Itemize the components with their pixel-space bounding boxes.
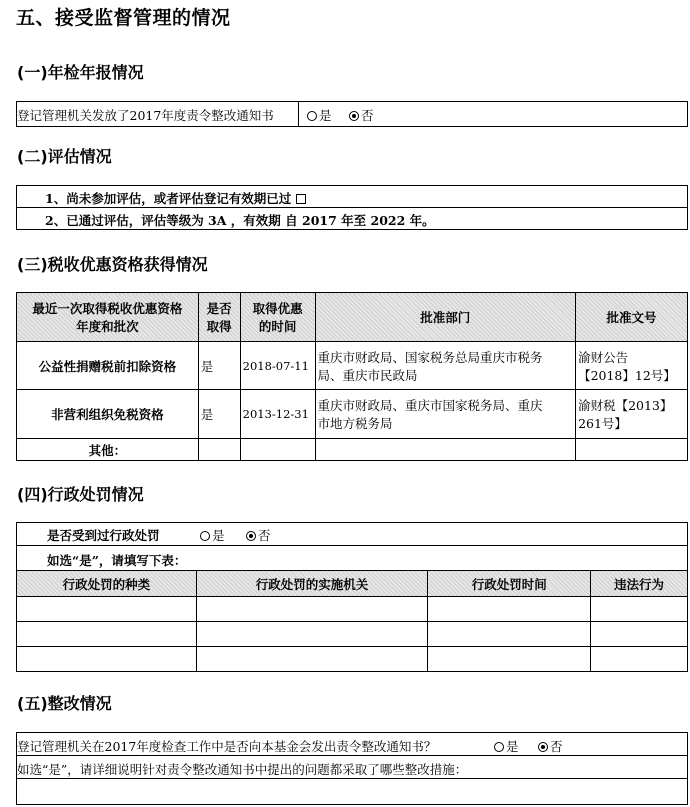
empty-cell[interactable] — [591, 597, 688, 622]
penalty-question: 是否受到过行政处罚 — [47, 528, 160, 543]
tax-name-cell: 非营利组织免税资格 — [17, 390, 199, 439]
no-label: 否 — [550, 739, 563, 754]
empty-cell[interactable] — [428, 647, 591, 672]
rectification-question: 登记管理机关在2017年度检查工作中是否向本基金会发出责令整改通知书？ — [17, 739, 437, 754]
table-row — [17, 647, 688, 672]
tax-col-date-header-l1: 取得优惠 — [252, 301, 303, 316]
annual-inspection-no-option[interactable] — [349, 106, 374, 124]
rectification-question-row — [16, 732, 688, 756]
rectification-answer-field[interactable] — [16, 778, 688, 805]
tax-name-cell: 公益性捐赠税前扣除资格 — [17, 342, 199, 390]
annual-inspection-question: 登记管理机关发放了2017年度责令整改通知书 — [17, 108, 274, 123]
tax-col-name-header-l2: 年度和批次 — [76, 319, 139, 334]
tax-got-cell: 是 — [198, 390, 240, 439]
tax-dept-cell — [315, 342, 576, 390]
yes-label: 是 — [212, 528, 225, 543]
no-label: 否 — [361, 108, 374, 123]
empty-cell[interactable] — [428, 597, 591, 622]
table-row — [17, 597, 688, 622]
empty-cell[interactable] — [196, 622, 428, 647]
table-row-other — [17, 439, 688, 461]
section-tax-heading: (三)税收优惠资格获得情况 — [17, 255, 208, 274]
radio-checked-icon[interactable] — [538, 742, 548, 752]
evaluation-line-2: 2、已通过评估，评估等级为 3A ，有效期 自 2017 年至 2022 年。 — [45, 213, 435, 228]
tax-dept-line-2: 局、重庆市民政局 — [317, 367, 418, 383]
evaluation-line-1 — [45, 189, 306, 207]
tax-doc-line-1: 渝财税【2013】 — [578, 398, 673, 413]
radio-icon[interactable] — [200, 531, 210, 541]
section-annual-inspection-heading: (一)年检年报情况 — [17, 63, 144, 82]
yes-label: 是 — [506, 739, 519, 754]
radio-checked-icon[interactable] — [246, 531, 256, 541]
penalty-yes-option[interactable] — [200, 526, 225, 544]
tax-col-name-header-l1: 最近一次取得税收优惠资格 — [32, 301, 183, 316]
table-row — [17, 342, 688, 390]
yes-label: 是 — [319, 108, 332, 123]
radio-icon[interactable] — [307, 111, 317, 121]
empty-cell[interactable] — [17, 647, 197, 672]
tax-dept-line-1: 重庆市财政局、国家税务总局重庆市税务 — [317, 349, 543, 365]
tax-col-dept-header: 批准部门 — [315, 293, 576, 342]
penalty-question-row — [16, 522, 688, 546]
penalty-col-agency: 行政处罚的实施机关 — [196, 571, 428, 597]
tax-col-doc-header: 批准文号 — [576, 293, 688, 342]
empty-cell[interactable] — [591, 622, 688, 647]
penalty-col-type: 行政处罚的种类 — [17, 571, 197, 597]
empty-cell[interactable] — [17, 622, 197, 647]
rectification-no-option[interactable] — [538, 737, 563, 755]
penalty-col-violation: 违法行为 — [591, 571, 688, 597]
divider — [298, 102, 299, 126]
empty-cell[interactable] — [240, 439, 315, 461]
tax-col-got-header — [198, 293, 240, 342]
tax-col-got-header-l1: 是否 — [206, 301, 232, 316]
tax-dept-line-2: 市地方税务局 — [317, 416, 393, 431]
section-penalty-heading: (四)行政处罚情况 — [17, 485, 144, 504]
tax-col-date-header — [240, 293, 315, 342]
tax-col-date-header-l2: 的时间 — [258, 319, 297, 334]
table-row — [17, 390, 688, 439]
penalty-col-time: 行政处罚时间 — [428, 571, 591, 597]
tax-col-got-header-l2: 取得 — [206, 319, 232, 334]
empty-cell[interactable] — [196, 647, 428, 672]
rectification-detail: 如选“是”，请详细说明针对责令整改通知书中提出的问题都采取了哪些整改措施： — [17, 762, 468, 777]
rectification-detail-row — [16, 755, 688, 779]
tax-dept-cell — [315, 390, 576, 439]
tax-other-label: 其他： — [17, 439, 199, 461]
empty-cell[interactable] — [591, 647, 688, 672]
checkbox-icon[interactable] — [296, 194, 306, 204]
table-row — [17, 622, 688, 647]
radio-checked-icon[interactable] — [349, 111, 359, 121]
evaluation-row-2 — [16, 207, 688, 230]
tax-doc-line-2: 【2018】12号】 — [578, 367, 676, 383]
tax-doc-cell — [576, 390, 688, 439]
section-rectification-heading: (五)整改情况 — [17, 694, 112, 713]
evaluation-row-1 — [16, 185, 688, 208]
radio-icon[interactable] — [494, 742, 504, 752]
penalty-note-row — [16, 545, 688, 571]
evaluation-line-1-text: 1、尚未参加评估，或者评估登记有效期已过 — [45, 191, 292, 206]
tax-got-cell: 是 — [198, 342, 240, 390]
empty-cell[interactable] — [315, 439, 576, 461]
tax-date-cell: 2013-12-31 — [240, 390, 315, 439]
no-label: 否 — [258, 528, 271, 543]
tax-table-header-row — [17, 293, 688, 342]
penalty-no-option[interactable] — [246, 526, 271, 544]
penalty-fill-note: 如选“是”，请填写下表： — [47, 553, 187, 568]
penalty-header-row — [17, 571, 688, 597]
empty-cell[interactable] — [17, 597, 197, 622]
tax-table — [16, 292, 688, 461]
empty-cell[interactable] — [196, 597, 428, 622]
section-evaluation-heading: (二)评估情况 — [17, 147, 112, 166]
tax-doc-line-1: 渝财公告 — [578, 349, 629, 365]
penalty-table — [16, 570, 688, 672]
tax-doc-line-2: 261号】 — [578, 416, 627, 431]
annual-inspection-yes-option[interactable] — [307, 106, 332, 124]
rectification-yes-option[interactable] — [494, 737, 519, 755]
page-title: 五、接受监督管理的情况 — [16, 7, 231, 29]
empty-cell[interactable] — [576, 439, 688, 461]
empty-cell[interactable] — [428, 622, 591, 647]
tax-date-cell: 2018-07-11 — [240, 342, 315, 390]
tax-col-name-header — [17, 293, 199, 342]
empty-cell[interactable] — [198, 439, 240, 461]
tax-dept-line-1: 重庆市财政局、重庆市国家税务局、重庆 — [317, 398, 543, 413]
annual-inspection-box — [16, 101, 688, 127]
tax-doc-cell — [576, 342, 688, 390]
